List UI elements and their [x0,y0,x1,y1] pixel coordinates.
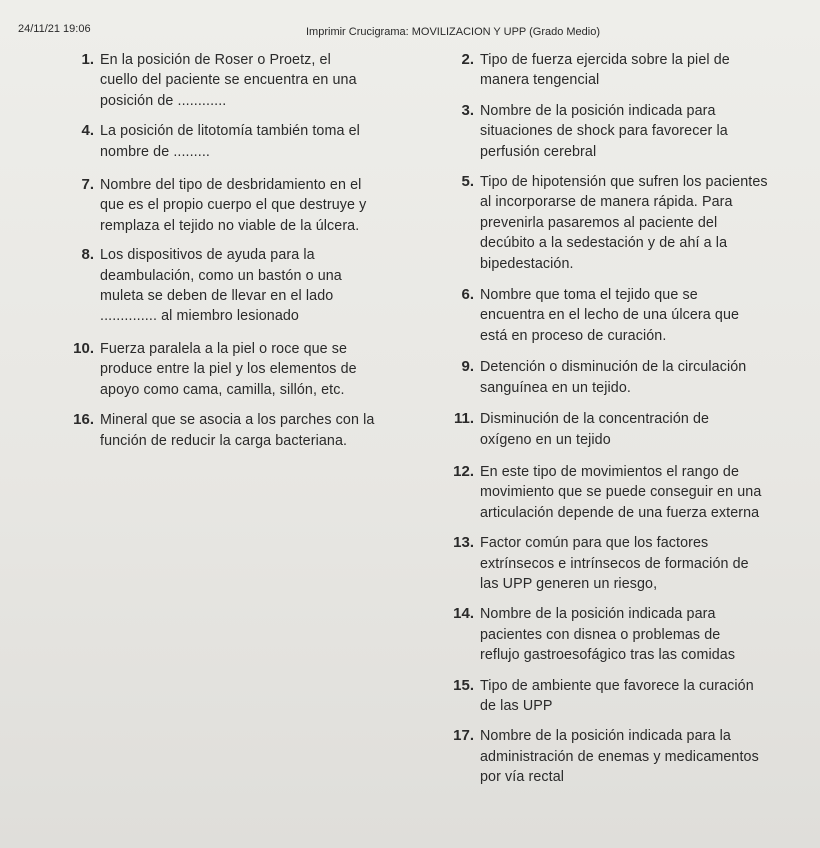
clue-number: 2. [461,51,474,68]
clue-text: Tipo de ambiente que favorece la curación de las UPP [480,677,754,714]
clue-item [438,533,783,594]
clue-number: 8. [81,246,94,264]
clue-text: Factor común para que los factores extrínsecos e intrínsecos de formación de las UPP generen un riesgo, [480,535,749,592]
clue-item [438,726,783,787]
clue-text: Tipo de hipotensión que sufren los pacientes al incorporarse de manera rápida. Para prevenirla pasaremos al paciente del decúbito a la sedestación y de ahí a la bipedestación. [480,174,768,272]
clue-text: Nombre de la posición indicada para situaciones de shock para favorecer la perfusión cerebral [480,102,728,160]
clue-text: En la posición de Roser o Proetz, el cuello del paciente se encuentra en una posición de ............ [100,52,357,109]
clue-item [60,175,390,236]
print-header [0,23,820,43]
clue-text: Nombre de la posición indicada para pacientes con disnea o problemas de reflujo gastroesofágico tras las comidas [480,606,736,664]
clue-item [438,50,783,91]
clue-number: 6. [461,286,474,304]
page-title: Imprimir Crucigrama: MOVILIZACION Y UPP (Grado Medio) [306,26,601,38]
clue-number: 14. [453,605,474,623]
clue-text: Detención o disminución de la circulación sanguínea en un tejido. [480,359,747,396]
clue-number: 13. [453,534,474,552]
clue-text: Nombre que toma el tejido que se encuentra en el lecho de una úlcera que está en proceso de curación. [480,287,740,344]
clue-number: 12. [453,462,474,480]
clue-text: Tipo de fuerza ejercida sobre la piel de manera tengencial [480,52,730,89]
clue-number: 16. [73,411,94,429]
clue-text: Disminución de la concentración de oxígeno en un tejido [480,411,710,448]
clue-number: 10. [73,339,94,357]
clue-item [438,409,783,450]
clue-item [60,121,390,162]
clue-item [438,172,783,274]
clue-text: Mineral que se asocia a los parches con la función de reducir la carga bacteriana. [100,412,375,449]
clue-number: 15. [453,676,474,694]
clue-item [438,676,783,717]
clue-text: En este tipo de movimientos el rango de movimiento que se puede conseguir en una articulación depende de una fuerza externa [480,463,762,521]
clue-item [60,339,390,400]
clue-number: 3. [461,101,474,119]
clue-item [438,101,783,162]
clue-item [60,245,390,327]
clue-number: 1. [81,51,94,68]
right-clue-column [438,50,783,788]
clue-number: 11. [453,410,474,428]
clue-number: 5. [461,173,474,191]
left-clue-column [60,50,390,451]
clue-text: Fuerza paralela a la piel o roce que se produce entre la piel y los elementos de apoyo como cama, camilla, sillón, etc. [100,340,357,398]
clue-text: Nombre de la posición indicada para la administración de enemas y medicamentos por vía rectal [480,728,759,786]
clue-item [60,410,390,451]
clue-text: La posición de litotomía también toma el nombre de ......... [100,123,360,160]
clue-item [60,50,390,111]
clue-text: Los dispositivos de ayuda para la deambulación, como un bastón o una muleta se deben de llevar en el lado .............. al miembro lesionado [100,247,342,325]
print-datetime: 24/11/21 19:06 [18,23,91,35]
clue-item [438,357,783,398]
clue-number: 4. [81,122,94,140]
clue-text: Nombre del tipo de desbridamiento en el que es el propio cuerpo el que destruye y remplaza el tejido no viable de la úlcera. [100,177,367,234]
clue-number: 9. [461,358,474,376]
clue-item [438,285,783,346]
clue-item [438,604,783,665]
clue-item [438,462,783,523]
clue-number: 17. [453,727,474,745]
clue-number: 7. [81,176,94,194]
